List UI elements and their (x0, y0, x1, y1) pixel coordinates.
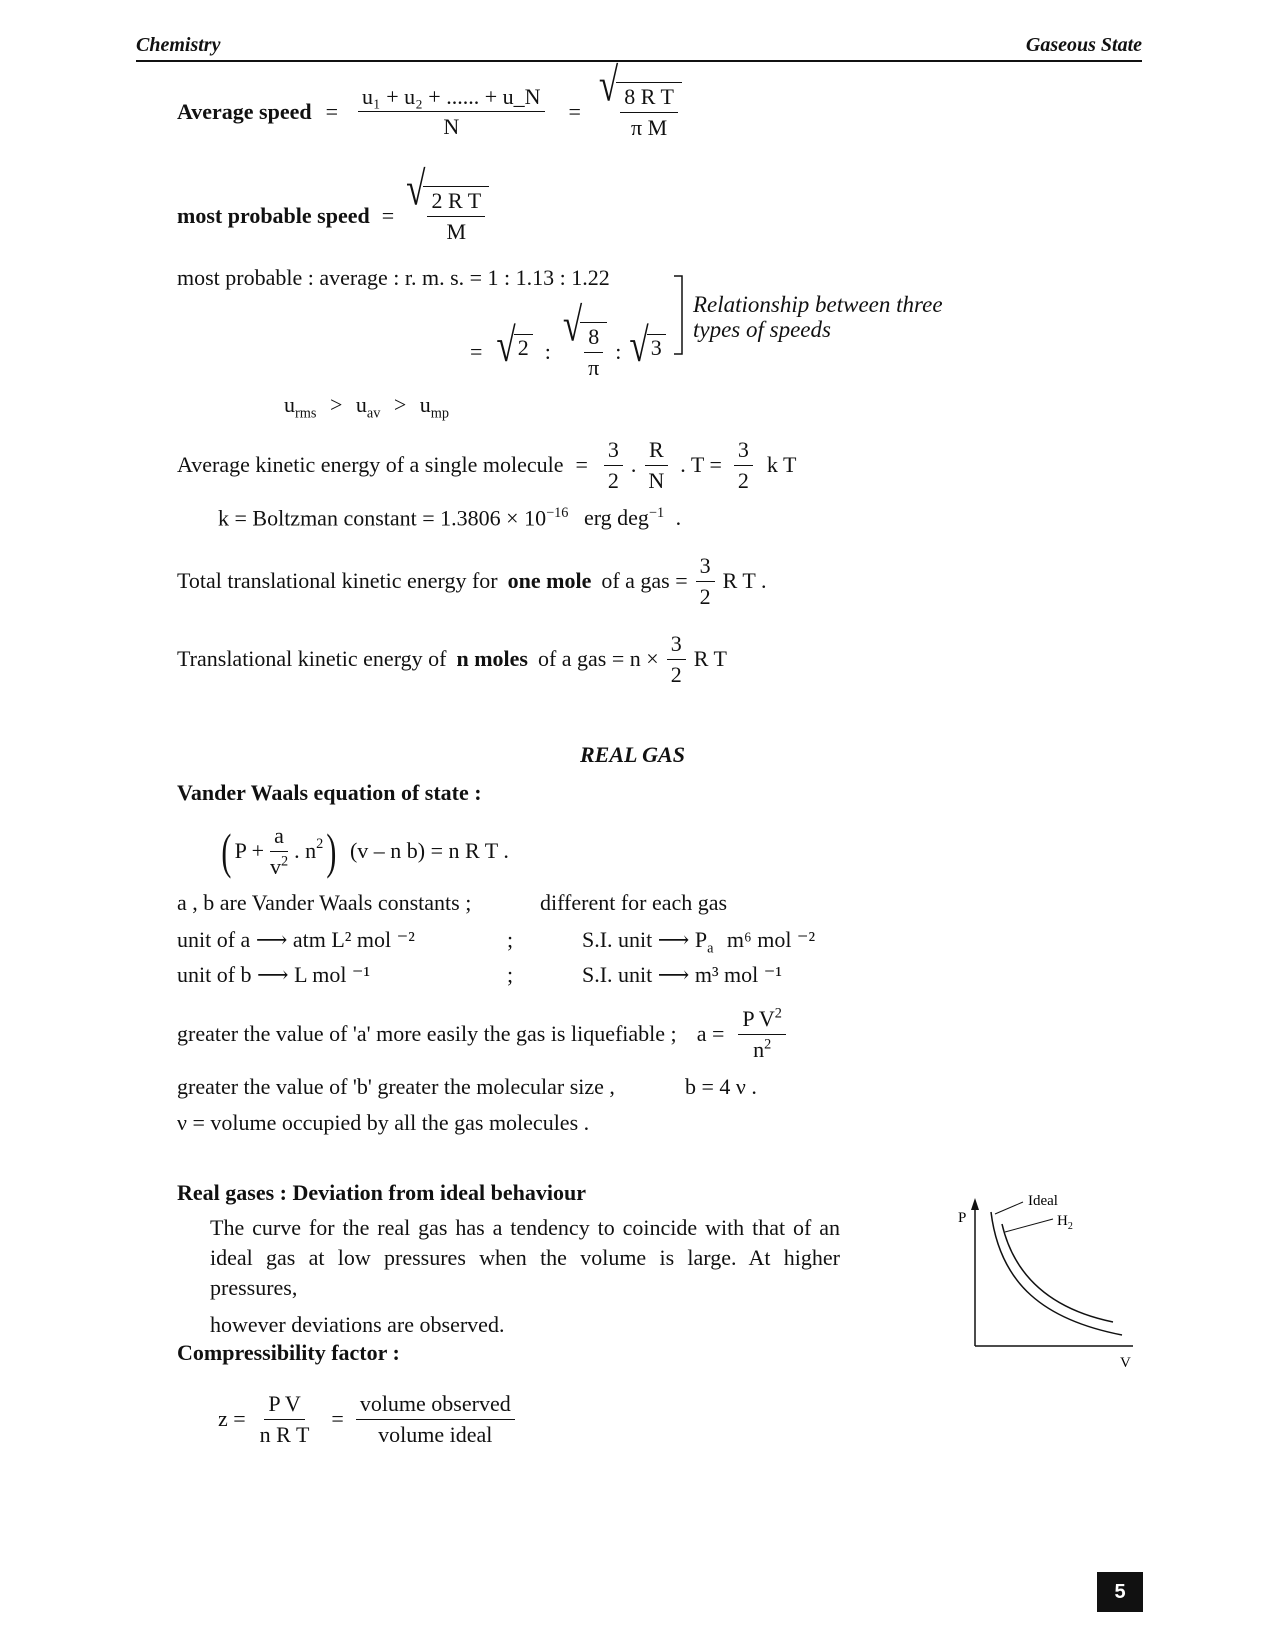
equals-sign: = (331, 1406, 344, 1431)
subscript-mp: mp (430, 405, 450, 422)
fraction-denominator: N (648, 467, 665, 493)
ratio-note-line: types of speeds (693, 317, 831, 342)
fraction (604, 436, 623, 494)
ratio-bracket (672, 274, 686, 356)
average-speed-label: Average speed (177, 98, 312, 124)
u-symbol: u (284, 392, 295, 417)
b-equation: b = 4 ν . (685, 1074, 757, 1099)
average-ke-formula (177, 436, 796, 494)
speed-ratio-text: most probable : average : r. m. s. = 1 : 1.13 : 1.22 (177, 265, 610, 290)
fraction-denominator: 2 (737, 467, 749, 493)
total-ke-prefix: Total translational kinetic energy for (177, 568, 498, 593)
fraction-numerator: a (270, 822, 288, 852)
deviation-paragraph-2: however deviations are observed. (210, 1312, 505, 1337)
equals-sign: = (470, 338, 483, 364)
equals-sign: = (568, 98, 581, 124)
vdw-heading: Vander Waals equation of state : (177, 780, 482, 805)
greater-than: > (393, 392, 407, 417)
vdw-p: P + (234, 838, 264, 863)
left-paren: ( (221, 823, 232, 879)
si-unit-a-tail: m⁶ mol ⁻² (726, 927, 816, 952)
speed-ratio-radicals (470, 298, 666, 381)
n-moles-bold: n moles (456, 646, 528, 671)
speed-order (284, 392, 449, 422)
deviation-heading: Real gases : Deviation from ideal behaviour (177, 1180, 587, 1205)
fraction (667, 630, 686, 688)
right-paren: ) (326, 823, 337, 879)
sqrt-icon: √ (629, 318, 649, 372)
fraction-numerator: volume observed (356, 1390, 515, 1420)
total-ke-formula (177, 552, 766, 610)
vdw-constants: a , b are Vander Waals constants ; (177, 890, 472, 915)
fraction-numerator: u₁ + u₂ + ...... + u_N (358, 83, 544, 113)
sqrt-radical (629, 318, 665, 372)
fraction-numerator: P V (742, 1006, 775, 1031)
unit-b: unit of b ⟶ L mol ⁻¹ (177, 962, 371, 987)
h2-curve (1002, 1224, 1113, 1322)
vdw-constants-note: different for each gas (540, 890, 728, 915)
total-ke-tail: R T . (722, 568, 767, 593)
boltzmann-unit-exponent: −1 (648, 505, 665, 521)
fraction-denominator: 2 (607, 467, 619, 493)
n-moles-ke-formula (177, 630, 727, 688)
semicolon: ; (507, 962, 514, 987)
fraction-numerator: 3 (696, 552, 715, 582)
fraction-denominator: 2 (670, 661, 682, 687)
average-speed-fraction (358, 83, 544, 141)
sqrt-value: 3 (647, 334, 666, 369)
compressibility-formula (218, 1390, 519, 1448)
boltzmann-text: k = Boltzman constant = 1.3806 × 10 (218, 505, 547, 531)
page-number: 5 (1097, 1572, 1143, 1612)
unit-a: unit of a ⟶ atm L² mol ⁻² (177, 927, 415, 952)
ideal-label: Ideal (1028, 1193, 1058, 1209)
n-ke-tail: R T (693, 646, 727, 671)
fraction-numerator: R (645, 436, 668, 466)
ratio-note (693, 292, 943, 342)
fraction (356, 1390, 515, 1448)
fraction-denominator: volume ideal (378, 1421, 493, 1447)
a-relation (177, 1005, 790, 1063)
real-gas-title: REAL GAS (580, 742, 685, 767)
fraction (256, 1390, 314, 1448)
equals-sign: = (381, 202, 395, 228)
si-unit-a-sub: a (707, 940, 714, 957)
subscript-rms: rms (295, 405, 317, 422)
fraction-numerator: P V (264, 1390, 304, 1420)
fraction-numerator: 3 (604, 436, 623, 466)
vdw-n: . n (294, 838, 317, 863)
header-rule (136, 60, 1142, 62)
si-unit-a-text: S.I. unit ⟶ P (582, 927, 708, 952)
fraction-numerator: 3 (667, 630, 686, 660)
p-axis-label: P (958, 1210, 967, 1226)
vdw-rest: (v – n b) = n R T . (349, 838, 509, 863)
si-unit-b: S.I. unit ⟶ m³ mol ⁻¹ (582, 962, 782, 987)
fraction-denominator: n (753, 1036, 765, 1062)
u-symbol: u (355, 392, 367, 417)
h2-letter: H (1057, 1213, 1068, 1229)
fraction-numerator: 8 (584, 323, 603, 353)
dot: . (630, 452, 637, 477)
fraction-numerator: 3 (734, 436, 753, 466)
boltzmann-unit: erg deg (583, 505, 649, 531)
sqrt-value: 2 (514, 334, 533, 369)
period: . (675, 505, 682, 531)
v-axis-label: V (1120, 1355, 1131, 1370)
fraction-numerator: 2 R T (427, 187, 485, 217)
fraction (696, 552, 715, 610)
a-equals: a = (696, 1021, 725, 1046)
deviation-paragraph: The curve for the real gas has a tendency to coincide with that of an ideal gas at low pressures when the volume is large. At higher pressures, (210, 1215, 840, 1300)
average-ke-label: Average kinetic energy of a single molecule (177, 452, 564, 477)
si-unit-a (582, 927, 815, 957)
ratio-note-line: Relationship between three (693, 292, 943, 317)
y-axis-arrow-icon (971, 1198, 979, 1210)
pv-graph (955, 1190, 1145, 1370)
sqrt-radical (406, 162, 489, 245)
sqrt-radical (598, 58, 682, 141)
boltzmann-exponent: −16 (546, 505, 569, 521)
sqrt-icon: √ (496, 318, 516, 372)
one-mole-bold: one mole (507, 568, 592, 593)
sqrt-radical (496, 318, 532, 372)
ratio-colon: : (615, 338, 622, 364)
fraction-denominator: n R T (259, 1421, 310, 1447)
fraction: $\frac{a}{v^2}$ (269, 823, 289, 879)
fraction-denominator: N (443, 114, 460, 139)
header-subject: Chemistry (136, 34, 221, 56)
h2-label: $H_2$ (1057, 1213, 1073, 1232)
fraction-denominator: π M (631, 114, 668, 140)
fraction-denominator: v (269, 853, 281, 879)
sqrt-icon: √ (598, 58, 619, 112)
b-relation-text: greater the value of 'b' greater the molecular size , (177, 1074, 615, 1099)
fraction (734, 436, 753, 494)
subscript-av: av (366, 405, 381, 422)
greater-than: > (329, 392, 343, 417)
ke-mid-text: . T = (680, 452, 722, 477)
n-ke-suffix: of a gas = n × (537, 646, 659, 671)
vdw-equation: ( P + $\frac{a}{v^2}$ . n $^2$ ) (v – n b) = n R T . (221, 823, 509, 879)
nu-definition: ν = volume occupied by all the gas molecules . (177, 1110, 590, 1135)
fraction-denominator: M (446, 218, 467, 244)
header-chapter: Gaseous State (1025, 34, 1142, 56)
most-probable-speed-formula (177, 162, 489, 245)
boltzmann-constant (218, 505, 681, 531)
fraction-denominator: π (588, 354, 600, 380)
sqrt-radical (562, 298, 607, 381)
average-speed-formula (177, 58, 682, 141)
most-probable-speed-label: most probable speed (177, 202, 370, 228)
total-ke-suffix: of a gas = (601, 568, 688, 593)
semicolon: ; (507, 927, 514, 952)
ke-tail: k T (766, 452, 797, 477)
sqrt-icon: √ (406, 162, 426, 216)
u-symbol: u (419, 392, 431, 417)
compressibility-heading: Compressibility factor : (177, 1340, 400, 1365)
fraction (644, 436, 668, 494)
equals-sign: = (325, 98, 339, 124)
equals-sign: = (575, 452, 588, 477)
fraction: $\frac{P V^2}{n^2}$ (738, 1005, 786, 1063)
z-equals: z = (218, 1406, 246, 1431)
ratio-colon: : (544, 338, 551, 364)
n-ke-prefix: Translational kinetic energy of (177, 646, 447, 671)
a-relation-text: greater the value of 'a' more easily the gas is liquefiable ; (177, 1021, 677, 1046)
h2-pointer (1005, 1219, 1053, 1232)
fraction-denominator: 2 (699, 583, 711, 609)
ideal-pointer (995, 1202, 1023, 1214)
fraction-numerator: 8 R T (620, 83, 678, 113)
sqrt-icon: √ (562, 298, 583, 352)
